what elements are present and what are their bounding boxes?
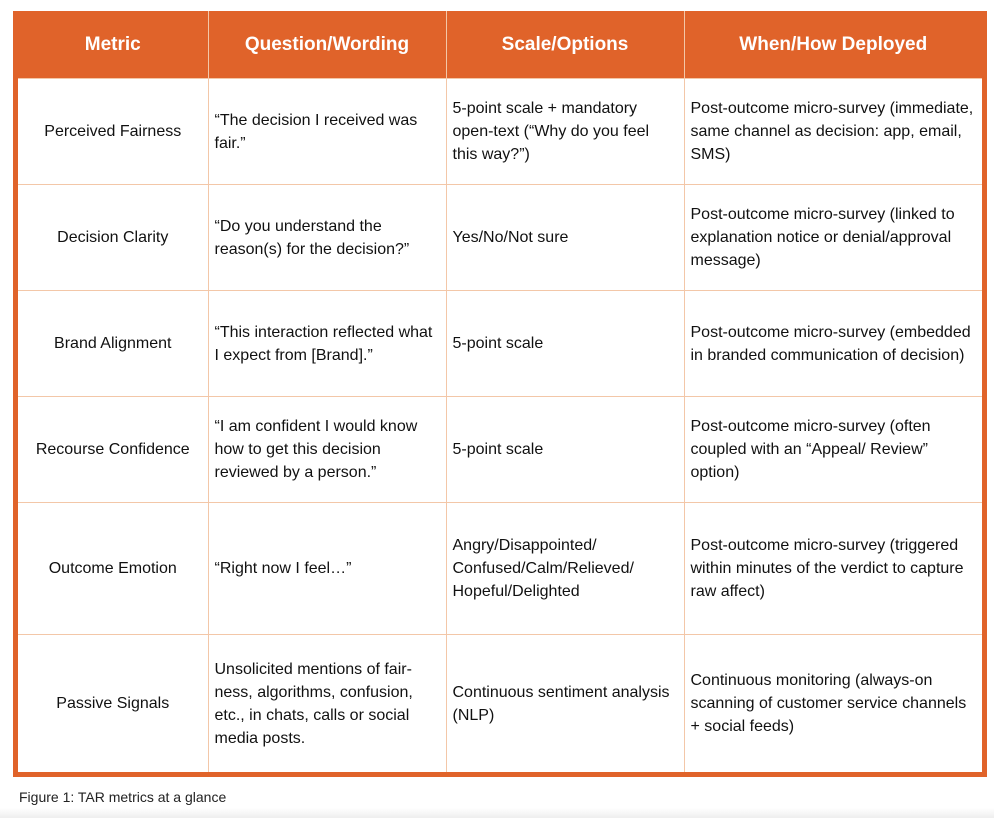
cell-scale: 5-point scale + mandatory open-text (“Why do you feel this way?”) [446, 79, 684, 185]
cell-metric: Decision Clarity [18, 185, 208, 291]
cell-metric: Perceived Fairness [18, 79, 208, 185]
cell-deployment: Post-outcome micro-survey (triggered within minutes of the verdict to capture raw affect) [684, 503, 982, 635]
page-bottom-shade [0, 808, 994, 818]
metrics-table-frame [13, 11, 987, 777]
cell-question: Unsolicited mentions of fair-ness, algorithms, confusion, etc., in chats, calls or social media posts. [208, 635, 446, 773]
table-row [18, 503, 982, 635]
cell-scale: 5-point scale [446, 291, 684, 397]
table-row [18, 291, 982, 397]
cell-question: “Right now I feel…” [208, 503, 446, 635]
cell-deployment: Post-outcome micro-survey (often coupled with an “Appeal/ Review” option) [684, 397, 982, 503]
cell-deployment: Post-outcome micro-survey (embedded in branded communication of decision) [684, 291, 982, 397]
table-row [18, 635, 982, 773]
header-deployment: When/How Deployed [684, 11, 982, 79]
figure-caption: Figure 1: TAR metrics at a glance [19, 789, 227, 805]
cell-metric: Outcome Emotion [18, 503, 208, 635]
cell-metric: Brand Alignment [18, 291, 208, 397]
cell-deployment: Continuous monitoring (always-on scanning of customer service channels + social feeds) [684, 635, 982, 773]
cell-scale: Angry/Disappointed/ Confused/Calm/Relieved/ Hopeful/Delighted [446, 503, 684, 635]
cell-question: “Do you understand the reason(s) for the decision?” [208, 185, 446, 291]
cell-deployment: Post-outcome micro-survey (linked to explanation notice or denial/approval message) [684, 185, 982, 291]
cell-metric: Passive Signals [18, 635, 208, 773]
tar-metrics-table [18, 11, 982, 772]
header-scale: Scale/Options [446, 11, 684, 79]
cell-question: “I am confident I would know how to get this decision reviewed by a person.” [208, 397, 446, 503]
table-row [18, 79, 982, 185]
cell-scale: Continuous sentiment analysis (NLP) [446, 635, 684, 773]
header-row [18, 11, 982, 79]
cell-scale: Yes/No/Not sure [446, 185, 684, 291]
header-question: Question/Wording [208, 11, 446, 79]
table-row [18, 185, 982, 291]
table-row [18, 397, 982, 503]
cell-question: “The decision I received was fair.” [208, 79, 446, 185]
cell-scale: 5-point scale [446, 397, 684, 503]
header-metric: Metric [18, 11, 208, 79]
cell-deployment: Post-outcome micro-survey (immediate, same channel as decision: app, email, SMS) [684, 79, 982, 185]
cell-question: “This interaction reflected what I expect from [Brand].” [208, 291, 446, 397]
cell-metric: Recourse Confidence [18, 397, 208, 503]
